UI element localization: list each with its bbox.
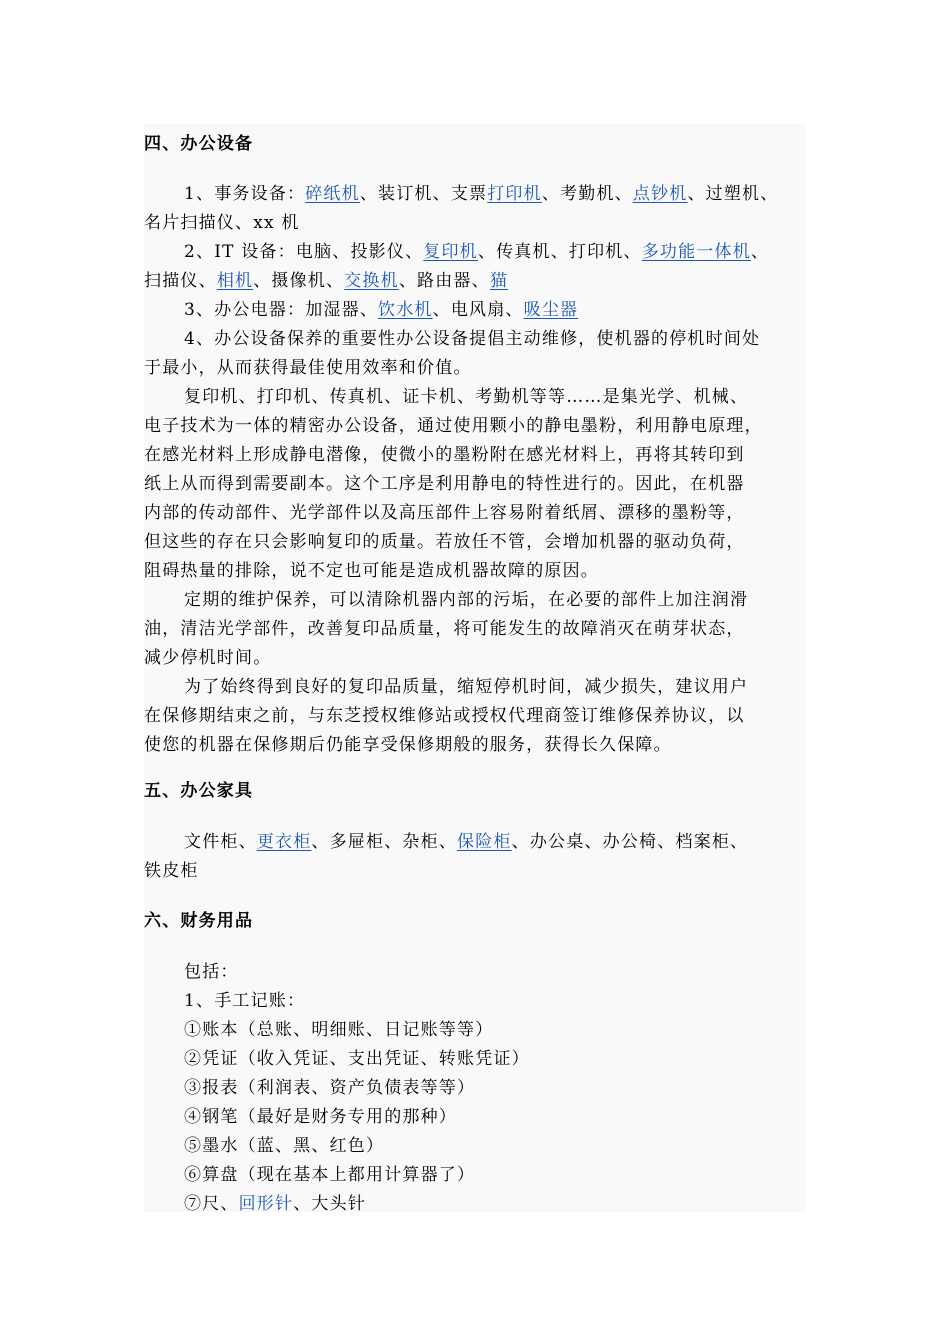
- text-line: [144, 267, 508, 296]
- text-line: [184, 296, 578, 325]
- list-item: ⑤墨水（蓝、黑、红色）: [184, 1136, 385, 1156]
- text-span: 、电风扇、: [432, 300, 524, 320]
- paragraph-line: 于最小，从而获得最佳使用效率和价值。: [144, 358, 472, 378]
- text-line: 包括：: [184, 962, 239, 982]
- paragraph-line: 在感光材料上形成静电潜像，使微小的墨粉附在感光材料上，再将其转印到: [144, 445, 745, 465]
- link-paper-clip[interactable]: 回形针: [238, 1194, 294, 1212]
- text-span: 、摄像机、: [253, 271, 345, 291]
- list-item: ⑥算盘（现在基本上都用计算器了）: [184, 1165, 476, 1185]
- text-span: 、路由器、: [398, 271, 490, 291]
- link-multifunction-machine[interactable]: 多功能一体机: [641, 242, 751, 262]
- list-item: ③报表（利润表、资产负债表等等）: [184, 1078, 476, 1098]
- paragraph-line: 使您的机器在保修期后仍能享受保修期般的服务，获得长久保障。: [144, 735, 672, 755]
- text-span: ⑦尺、: [184, 1194, 239, 1212]
- paragraph-line: 内部的传动部件、光学部件以及高压部件上容易附着纸屑、漂移的墨粉等，: [144, 503, 745, 523]
- text-span: 3、办公电器：加湿器、: [184, 300, 379, 320]
- paragraph-line: 4、办公设备保养的重要性办公设备提倡主动维修，使机器的停机时间处: [184, 329, 761, 349]
- link-camera[interactable]: 相机: [216, 271, 254, 291]
- paragraph-line: 复印机、打印机、传真机、证卡机、考勤机等等……是集光学、机械、: [184, 387, 749, 407]
- link-water-dispenser[interactable]: 饮水机: [378, 300, 433, 320]
- text-span: 、考勤机、: [541, 184, 633, 204]
- paragraph-line: 减少停机时间。: [144, 648, 272, 668]
- section-heading-office-equipment: 四、办公设备: [144, 134, 254, 154]
- paragraph-line: 油，清洁光学部件，改善复印品质量，将可能发生的故障消灭在萌芽状态，: [144, 619, 745, 639]
- text-span: 、办公桌、办公椅、档案柜、: [511, 832, 749, 852]
- link-printer[interactable]: 打印机: [487, 184, 542, 204]
- text-line: [184, 828, 748, 857]
- text-span: 、过塑机、: [687, 184, 779, 204]
- text-span: 、多屉柜、杂柜、: [311, 832, 458, 852]
- link-modem[interactable]: 猫: [489, 271, 509, 291]
- text-span: 、大头针: [293, 1194, 367, 1212]
- link-shredder[interactable]: 碎纸机: [305, 184, 360, 204]
- link-wardrobe-cabinet[interactable]: 更衣柜: [256, 832, 312, 852]
- text-span: 文件柜、: [184, 832, 257, 852]
- text-span: 2、IT 设备：电脑、投影仪、: [184, 242, 424, 262]
- text-span: 扫描仪、: [144, 271, 217, 291]
- paragraph-line: 在保修期结束之前，与东芝授权维修站或授权代理商签订维修保养协议，以: [144, 706, 745, 726]
- link-vacuum-cleaner[interactable]: 吸尘器: [523, 300, 579, 320]
- document-panel: [144, 124, 806, 1212]
- list-item: ④钢笔（最好是财务专用的那种）: [184, 1107, 457, 1127]
- link-money-counter[interactable]: 点钞机: [632, 184, 688, 204]
- paragraph-line: 纸上从而得到需要副本。这个工序是利用静电的特性进行的。因此，在机器: [144, 474, 745, 494]
- text-line: 名片扫描仪、xx 机: [144, 213, 300, 233]
- text-line: 铁皮柜: [144, 861, 199, 881]
- section-heading-financial-supplies: 六、财务用品: [144, 911, 254, 931]
- list-item: [184, 1190, 366, 1212]
- list-item: ②凭证（收入凭证、支出凭证、转账凭证）: [184, 1049, 530, 1069]
- link-safe[interactable]: 保险柜: [457, 832, 512, 852]
- text-span: 、装订机、支票: [359, 184, 488, 204]
- list-item: ①账本（总账、明细账、日记账等等）: [184, 1020, 494, 1040]
- text-line: [184, 238, 769, 267]
- paragraph-line: 定期的维护保养，可以清除机器内部的污垢，在必要的部件上加注润滑: [184, 590, 749, 610]
- text-line: 1、手工记账：: [184, 991, 306, 1011]
- link-switch[interactable]: 交换机: [344, 271, 399, 291]
- text-span: 1、事务设备：: [184, 184, 306, 204]
- paragraph-line: 电子技术为一体的精密办公设备，通过使用颗小的静电墨粉，利用静电原理，: [144, 416, 763, 436]
- text-line: [184, 180, 778, 209]
- paragraph-line: 阻碍热量的排除，说不定也可能是造成机器故障的原因。: [144, 561, 599, 581]
- section-heading-office-furniture: 五、办公家具: [144, 781, 254, 801]
- paragraph-line: 但这些的存在只会影响复印的质量。若放任不管，会增加机器的驱动负荷，: [144, 532, 745, 552]
- text-span: 、: [750, 242, 770, 262]
- text-span: 、传真机、打印机、: [477, 242, 642, 262]
- link-copier[interactable]: 复印机: [423, 242, 478, 262]
- paragraph-line: 为了始终得到良好的复印品质量，缩短停机时间，减少损失，建议用户: [184, 677, 749, 697]
